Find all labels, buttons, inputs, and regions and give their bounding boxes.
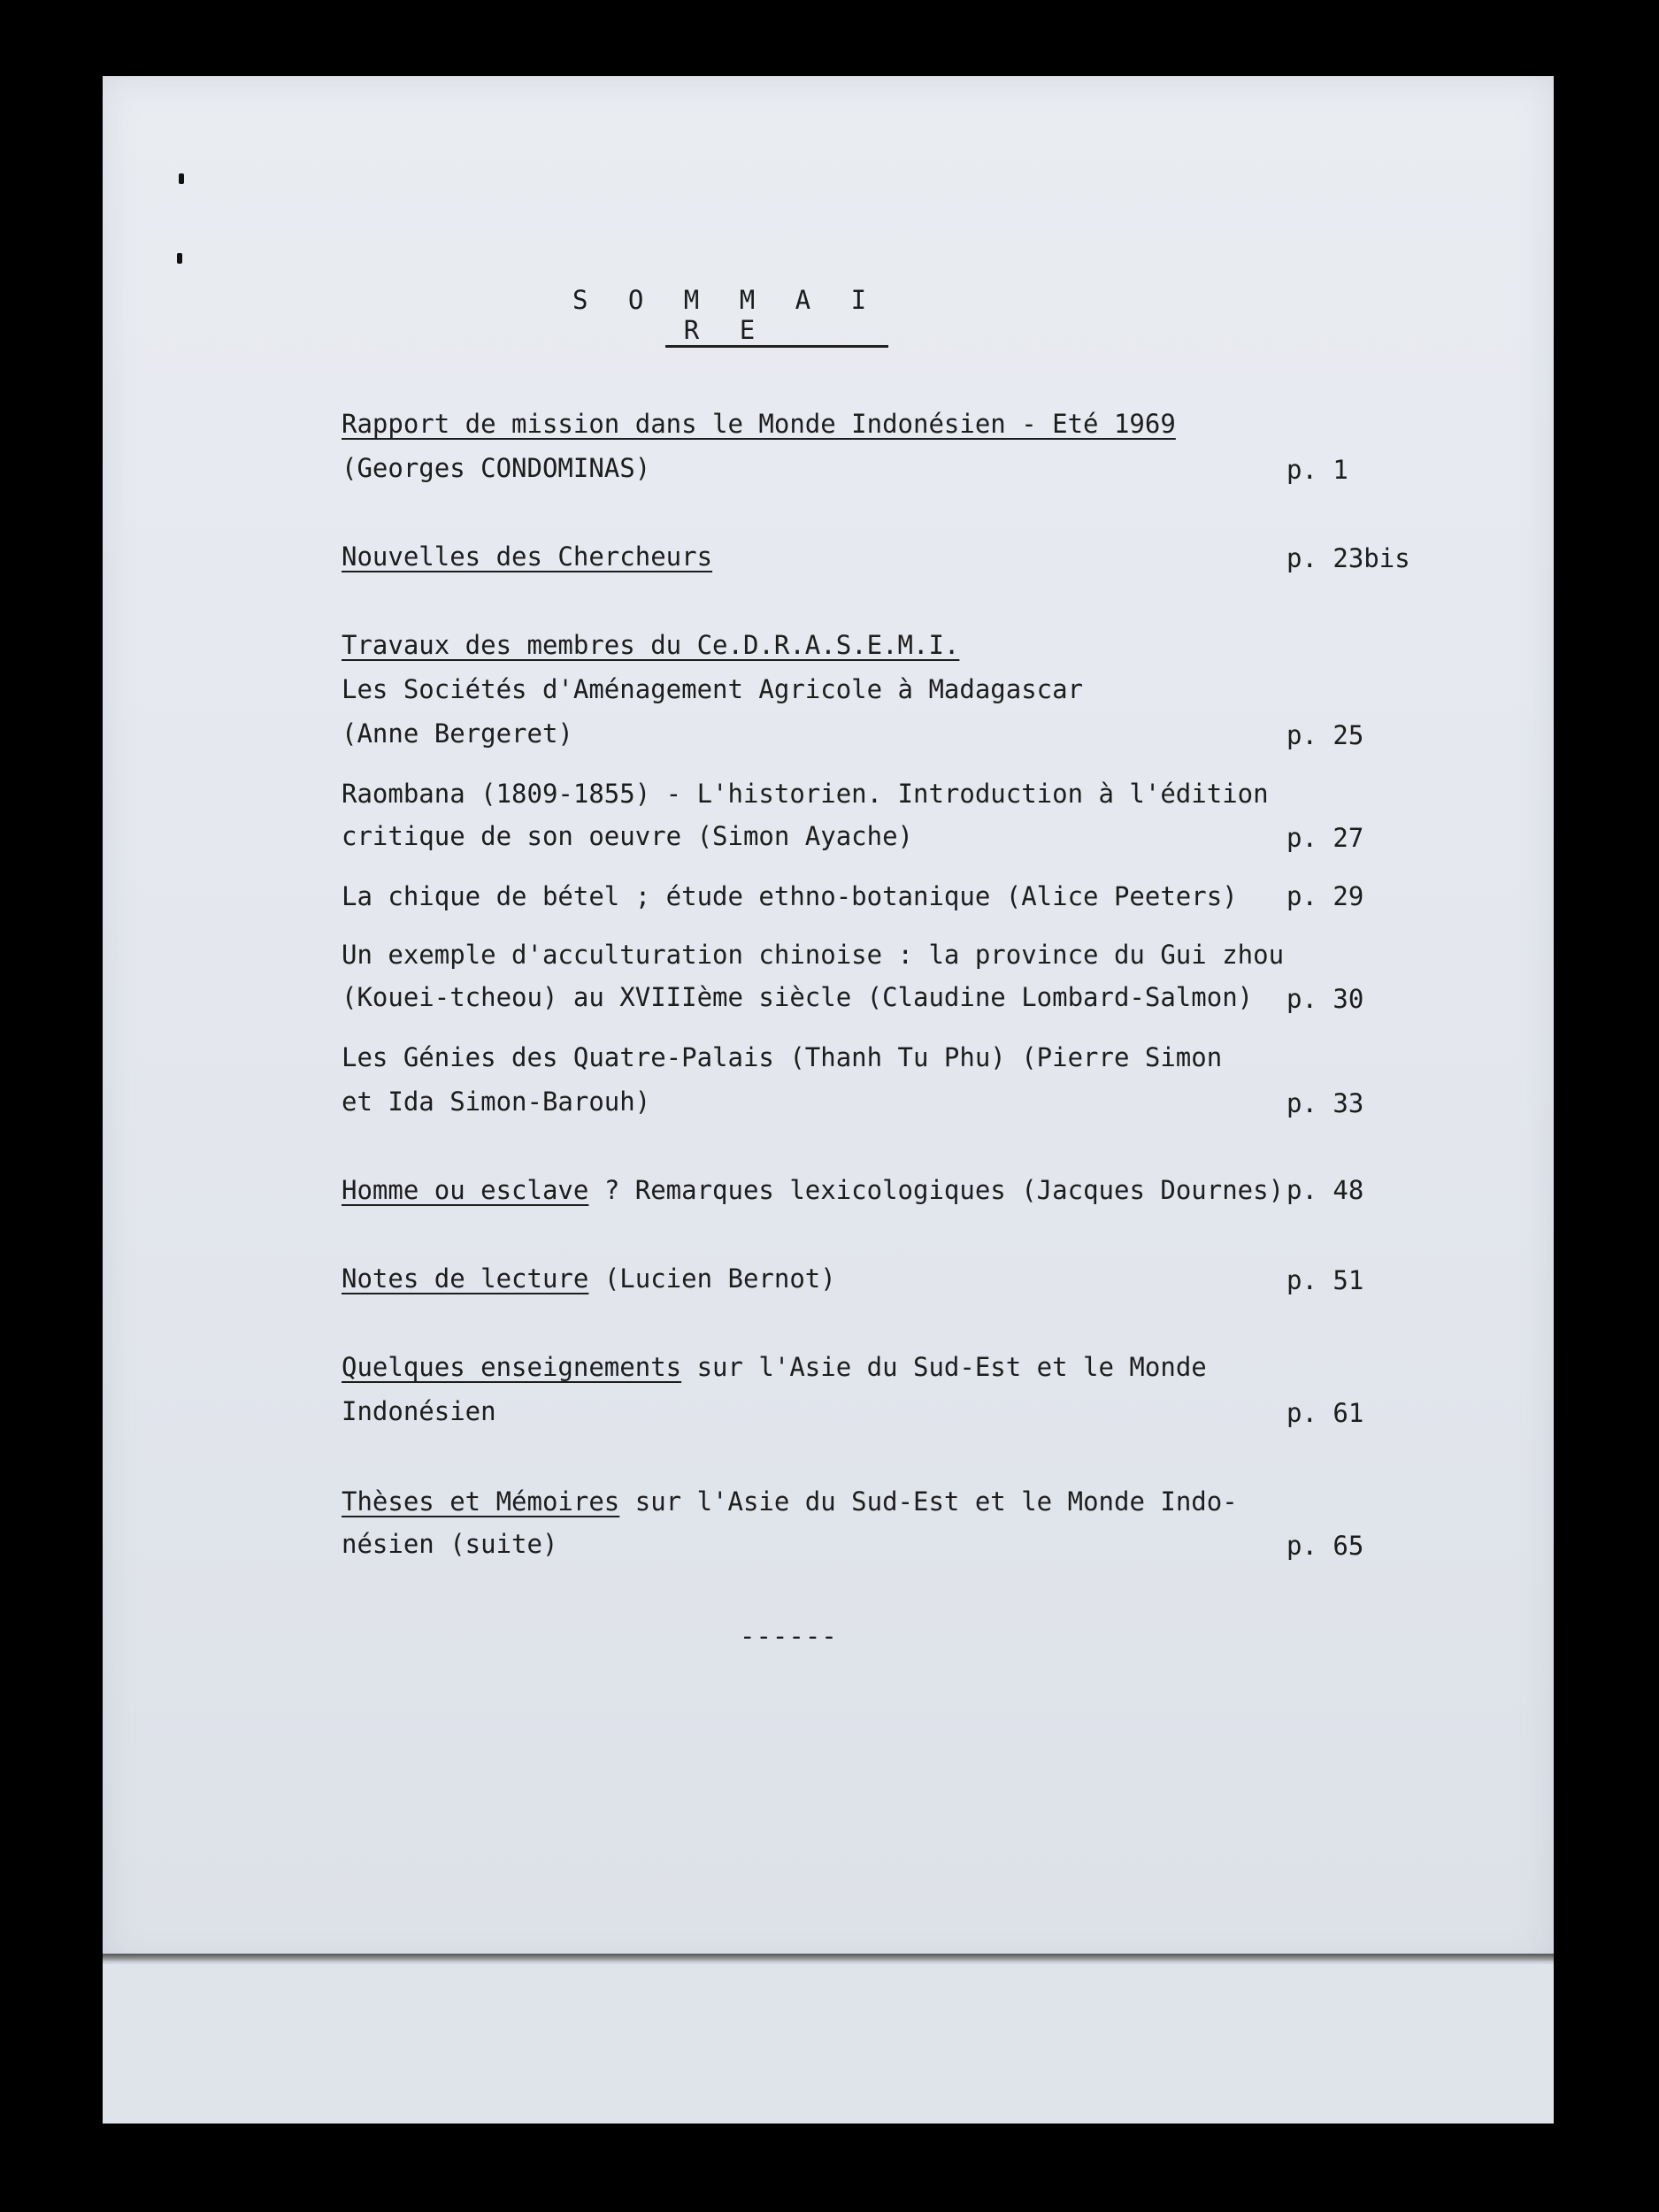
page-number: p. 1	[1286, 455, 1348, 485]
entry-text: nésien (suite)	[342, 1529, 558, 1559]
page-number: p. 30	[1286, 984, 1364, 1014]
entry-heading: Homme ou esclave	[342, 1175, 589, 1205]
entry-author: (Georges CONDOMINAS)	[342, 453, 651, 483]
page-number: p. 48	[1286, 1175, 1364, 1205]
entry-heading: Quelques enseignements	[342, 1352, 682, 1382]
page-number: p. 23bis	[1286, 543, 1410, 573]
entry-text: critique de son oeuvre (Simon Ayache)	[342, 821, 914, 851]
entry-text: La chique de bétel ; étude ethno-botanique (Alice Peeters)	[342, 881, 1238, 911]
page-number: p. 33	[1286, 1088, 1364, 1118]
entry-author: (Anne Bergeret)	[342, 718, 573, 749]
page-fold-edge	[103, 1954, 1554, 1962]
document-page	[103, 76, 1554, 1964]
entry-text: Indonésien	[342, 1396, 496, 1426]
entry-heading: Rapport de mission dans le Monde Indonésien - Eté 1969	[342, 409, 1176, 439]
entry-text	[342, 1352, 1207, 1382]
staple-hole	[177, 253, 182, 264]
entry-heading: Thèses et Mémoires	[342, 1486, 620, 1517]
entry-text-rest: (Lucien Bernot)	[588, 1263, 836, 1294]
entry-text-rest: ? Remarques lexicologiques (Jacques Dournes)	[588, 1175, 1285, 1205]
staple-hole	[179, 173, 184, 184]
entry-text	[342, 1263, 836, 1294]
entry-text	[342, 1486, 1238, 1517]
page-number: p. 65	[1286, 1531, 1364, 1561]
page-number: p. 61	[1286, 1398, 1364, 1428]
end-mark: ------	[740, 1621, 838, 1651]
section-heading: Travaux des membres du Ce.D.R.A.S.E.M.I.	[342, 630, 960, 660]
entry-heading: Nouvelles des Chercheurs	[342, 541, 713, 572]
entry-text-rest: sur l'Asie du Sud-Est et le Monde Indo-	[619, 1486, 1238, 1517]
entry-text: Les Sociétés d'Aménagement Agricole à Madagascar	[342, 674, 1084, 704]
page-title: S O M M A I R E	[572, 285, 879, 345]
entry-heading: Notes de lecture	[342, 1263, 589, 1294]
entry-text-rest: sur l'Asie du Sud-Est et le Monde	[681, 1352, 1207, 1382]
entry-text: et Ida Simon-Barouh)	[342, 1087, 651, 1117]
entry-text: Les Génies des Quatre-Palais (Thanh Tu Phu) (Pierre Simon	[342, 1042, 1223, 1072]
underlying-sheet	[103, 1947, 1554, 2124]
entry-text: Raombana (1809-1855) - L'historien. Introduction à l'édition	[342, 779, 1269, 809]
title-underline	[665, 345, 888, 348]
page-number: p. 25	[1286, 720, 1364, 750]
entry-text: (Kouei-tcheou) au XVIIIème siècle (Claudine Lombard-Salmon)	[342, 982, 1254, 1012]
entry-text	[342, 1175, 1284, 1205]
page-number: p. 51	[1286, 1265, 1364, 1295]
entry-text: Un exemple d'acculturation chinoise : la province du Gui zhou	[342, 940, 1285, 970]
page-number: p. 29	[1286, 881, 1364, 911]
page-number: p. 27	[1286, 823, 1364, 853]
